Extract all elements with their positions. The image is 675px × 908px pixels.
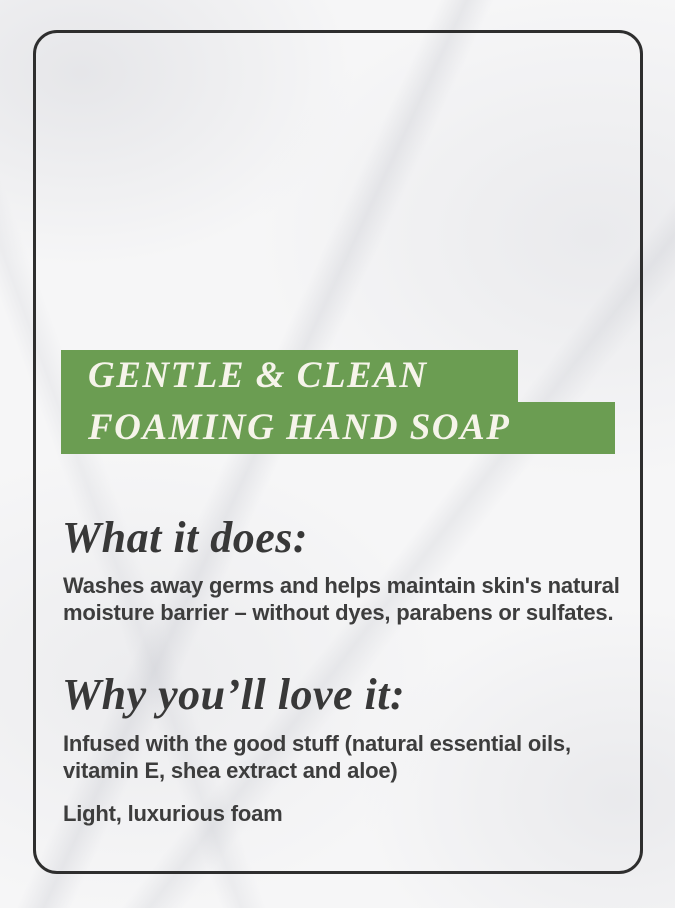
paragraph-line: vitamin E, shea extract and aloe)	[63, 758, 398, 783]
label-card	[33, 30, 643, 874]
banner-line-1: GENTLE & CLEAN	[61, 350, 518, 402]
paragraph	[63, 800, 623, 827]
section-heading: Why you’ll love it:	[62, 670, 406, 719]
paragraph-line: Infused with the good stuff (natural essential oils,	[63, 731, 571, 756]
section-why-youll-love-it	[36, 669, 640, 827]
paragraph-line: Washes away germs and helps maintain skin's natural	[63, 573, 620, 598]
banner-line-2: FOAMING HAND SOAP	[61, 402, 615, 454]
paragraph	[63, 730, 623, 784]
paragraph-line: Light, luxurious foam	[63, 801, 283, 826]
headline-banner	[61, 350, 640, 454]
paragraph	[63, 572, 623, 626]
paragraph-line: moisture barrier – without dyes, parabens or sulfates.	[63, 600, 614, 625]
section-what-it-does	[36, 512, 640, 626]
section-heading: What it does:	[62, 513, 309, 562]
